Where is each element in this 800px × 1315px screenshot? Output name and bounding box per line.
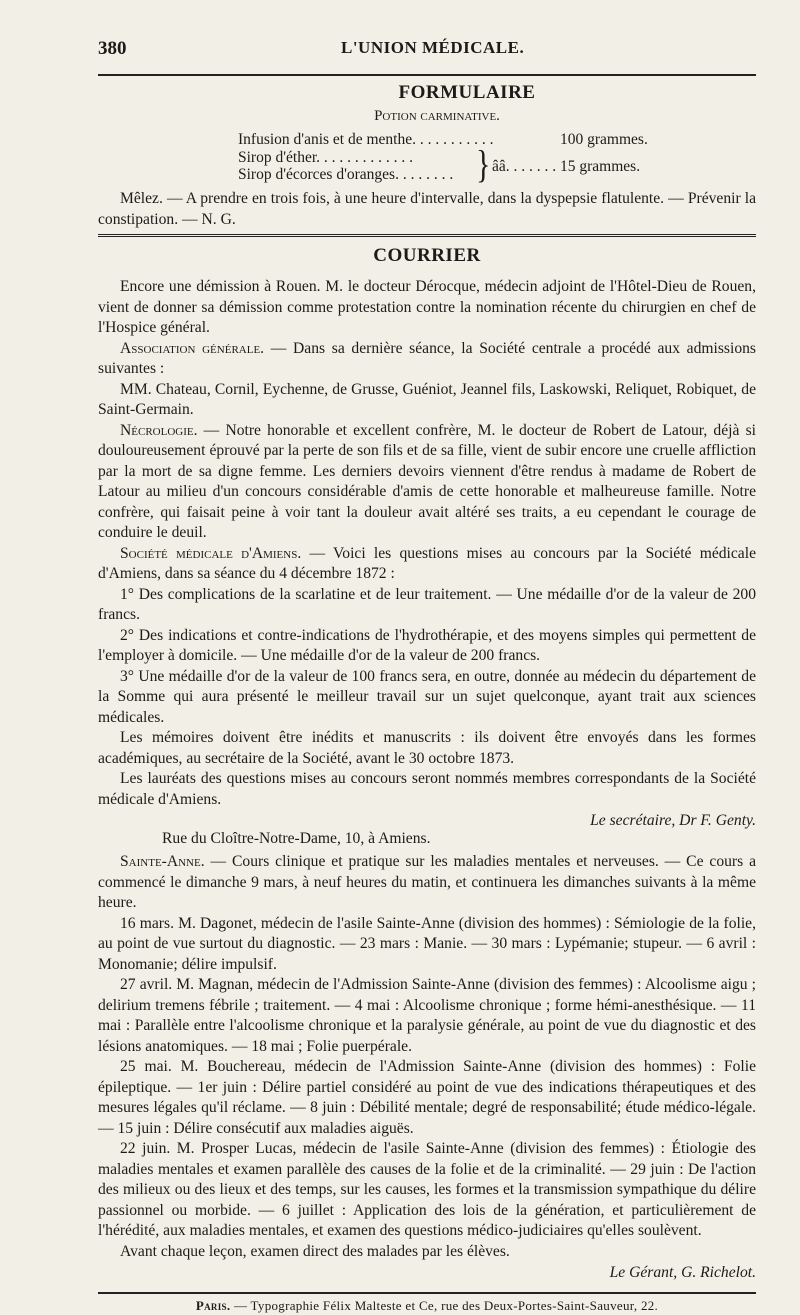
schedule-entry: Avant chaque leçon, examen direct des malades par les élèves. [120, 1242, 510, 1260]
paragraph-lead: Association générale. [120, 339, 265, 357]
paragraph-lead: Sainte-Anne. [120, 853, 205, 870]
paragraph: Encore une démission à Rouen. M. le docteur Dérocque, médecin adjoint de l'Hôtel-Dieu de Rouen, vient de donner sa démission comme protestation contre la nomination récente du chirurgien en chef de l'Hospice général. [98, 278, 756, 336]
formula-ingredient: Sirop d'écorces d'oranges. . . . . . . . [238, 166, 454, 183]
section-rule [98, 234, 756, 237]
paragraph-lead: Nécrologie. [120, 421, 198, 439]
schedule-entry: 22 juin. M. Prosper Lucas, médecin de l'asile Sainte-Anne (division des femmes) : Étiologie des maladies mentales et examen parallèle des causes de la folie et de la criminalité. — 29 juin : De l'action des milieux ou des lieux et des temps, sur les causes, les formes et la transmission sympathique du délire passionnel ou morbide. — 6 juillet : Application des lois de la génération, et particulièrement de l'hérédité, aux maladies mentales, et examen des questions médico-judiciaires qu'elles soulèvent. [98, 1140, 756, 1239]
page-header [98, 0, 756, 74]
formula-amount: 100 grammes. [560, 131, 648, 148]
running-title: L'UNION MÉDICALE. [341, 38, 525, 57]
paragraph: Association générale. — Dans sa dernière séance, la Société centrale a procédé aux admissions suivantes : [98, 339, 756, 377]
paragraph: Sainte-Anne. — Cours clinique et pratique sur les maladies mentales et nerveuses. — Ce cours a commencé le dimanche 9 mars, à neuf heures du matin, et continuera les dimanches suivants à la même heure. [98, 853, 756, 911]
paragraph: 1° Des complications de la scarlatine et de leur traitement. — Une médaille d'or de la valeur de 200 francs. [98, 585, 756, 623]
gerant-signature: Le Gérant, G. Richelot. [609, 1264, 756, 1281]
page-number: 380 [98, 38, 127, 59]
formula-ingredient: Infusion d'anis et de menthe. . . . . . . . . . . [238, 131, 494, 148]
footer-rule [98, 1292, 756, 1294]
schedule-entry: 16 mars. M. Dagonet, médecin de l'asile Sainte-Anne (division des hommes) : Sémiologie de la folie, au point de vue surtout du diagnostic. — 23 mars : Manie. — 30 mars : Lypémanie; stupeur. — 6 avril : Monomanie; délire impulsif. [98, 914, 756, 973]
printer-imprint: Paris. — Typographie Félix Malteste et Ce, rue des Deux-Portes-Saint-Sauveur, 22. [195, 1298, 659, 1313]
header-rule [98, 74, 756, 76]
formula-block [98, 131, 756, 185]
schedule-entry: 27 avril. M. Magnan, médecin de l'Admission Sainte-Anne (division des femmes) : Alcoolisme aigu ; delirium tremens fébrile ; traitement. — 4 mai : Alcoolisme chronique ; forme hémi-anesthésique. — 11 mai : Parallèle entre l'alcoolisme chronique et la paralysie générale, au point de vue du diagnostic et des lésions anatomiques. — 18 mai ; Folie puerpérale. [98, 976, 756, 1055]
formulaire-title: FORMULAIRE [398, 82, 536, 103]
paragraph: Société médicale d'Amiens. — Voici les questions mises au concours par la Société médicale d'Amiens, dans sa séance du 4 décembre 1872 : [98, 544, 756, 582]
secretary-signature: Le secrétaire, Dr F. Genty. [590, 812, 756, 829]
formula-note: Mêlez. — A prendre en trois fois, à une heure d'intervalle, dans la dyspepsie flatulente. — Prévenir la constipation. — N. G. [98, 190, 756, 228]
courrier-title: COURRIER [373, 245, 481, 266]
paragraph: Nécrologie. — Notre honorable et excellent confrère, M. le docteur de Robert de Latour, déjà si douloureusement éprouvé par la perte de son fils et de sa fille, vient de subir encore une cruelle affliction par la mort de sa digne femme. Les derniers devoirs viennent d'être rendus à madame de Robert de Latour au milieu d'un concours considérable d'amis de cette honorable et malheureuse famille. Notre confrère, qui faisait peine à voir tant la douleur avait altéré ses traits, a eu cependant le courage de conduire le deuil. [98, 421, 756, 541]
paragraph: 3° Une médaille d'or de la valeur de 100 francs sera, en outre, donnée au médecin du département de la Somme qui aura présenté le meilleur travail sur un sujet quelconque, ayant trait aux sciences médicales. [98, 667, 756, 726]
paragraph: MM. Chateau, Cornil, Eychenne, de Grusse, Guéniot, Jeannel fils, Laskowski, Reliquet, Robiquet, de Saint-Germain. [98, 380, 756, 418]
schedule-entry: 25 mai. M. Bouchereau, médecin de l'Admission Sainte-Anne (division des hommes) : Folie épileptique. — 1er juin : Délire partiel considéré au point de vue des indications thérapeutiques et des mesures légales qu'il réclame. — 8 juin : Débilité mentale; degré de responsabilité; étude médico-légale. — 15 juin : Délire consécutif aux maladies aiguës. [98, 1058, 756, 1137]
address-line: Rue du Cloître-Notre-Dame, 10, à Amiens. [162, 830, 431, 847]
formula-shared-amount: ââ. . . . . . . 15 grammes. [492, 158, 641, 175]
paragraph: Les mémoires doivent être inédits et manuscrits : ils doivent être envoyés dans les formes académiques, au secrétaire de la Société, avant le 30 octobre 1873. [98, 729, 756, 767]
paragraph-lead: Société médicale d'Amiens. [120, 544, 302, 562]
formulaire-subtitle: Potion carminative. [374, 108, 500, 124]
paragraph: Les lauréats des questions mises au concours seront nommés membres correspondants de la Société médicale d'Amiens. [98, 770, 756, 808]
paragraph: 2° Des indications et contre-indications de l'hydrothérapie, et des moyens simples qui permettent de l'employer à domicile. — Une médaille d'or de la valeur de 200 francs. [98, 626, 756, 664]
formula-ingredient: Sirop d'éther. . . . . . . . . . . . . [238, 149, 414, 166]
brace-glyph: } [476, 143, 491, 187]
